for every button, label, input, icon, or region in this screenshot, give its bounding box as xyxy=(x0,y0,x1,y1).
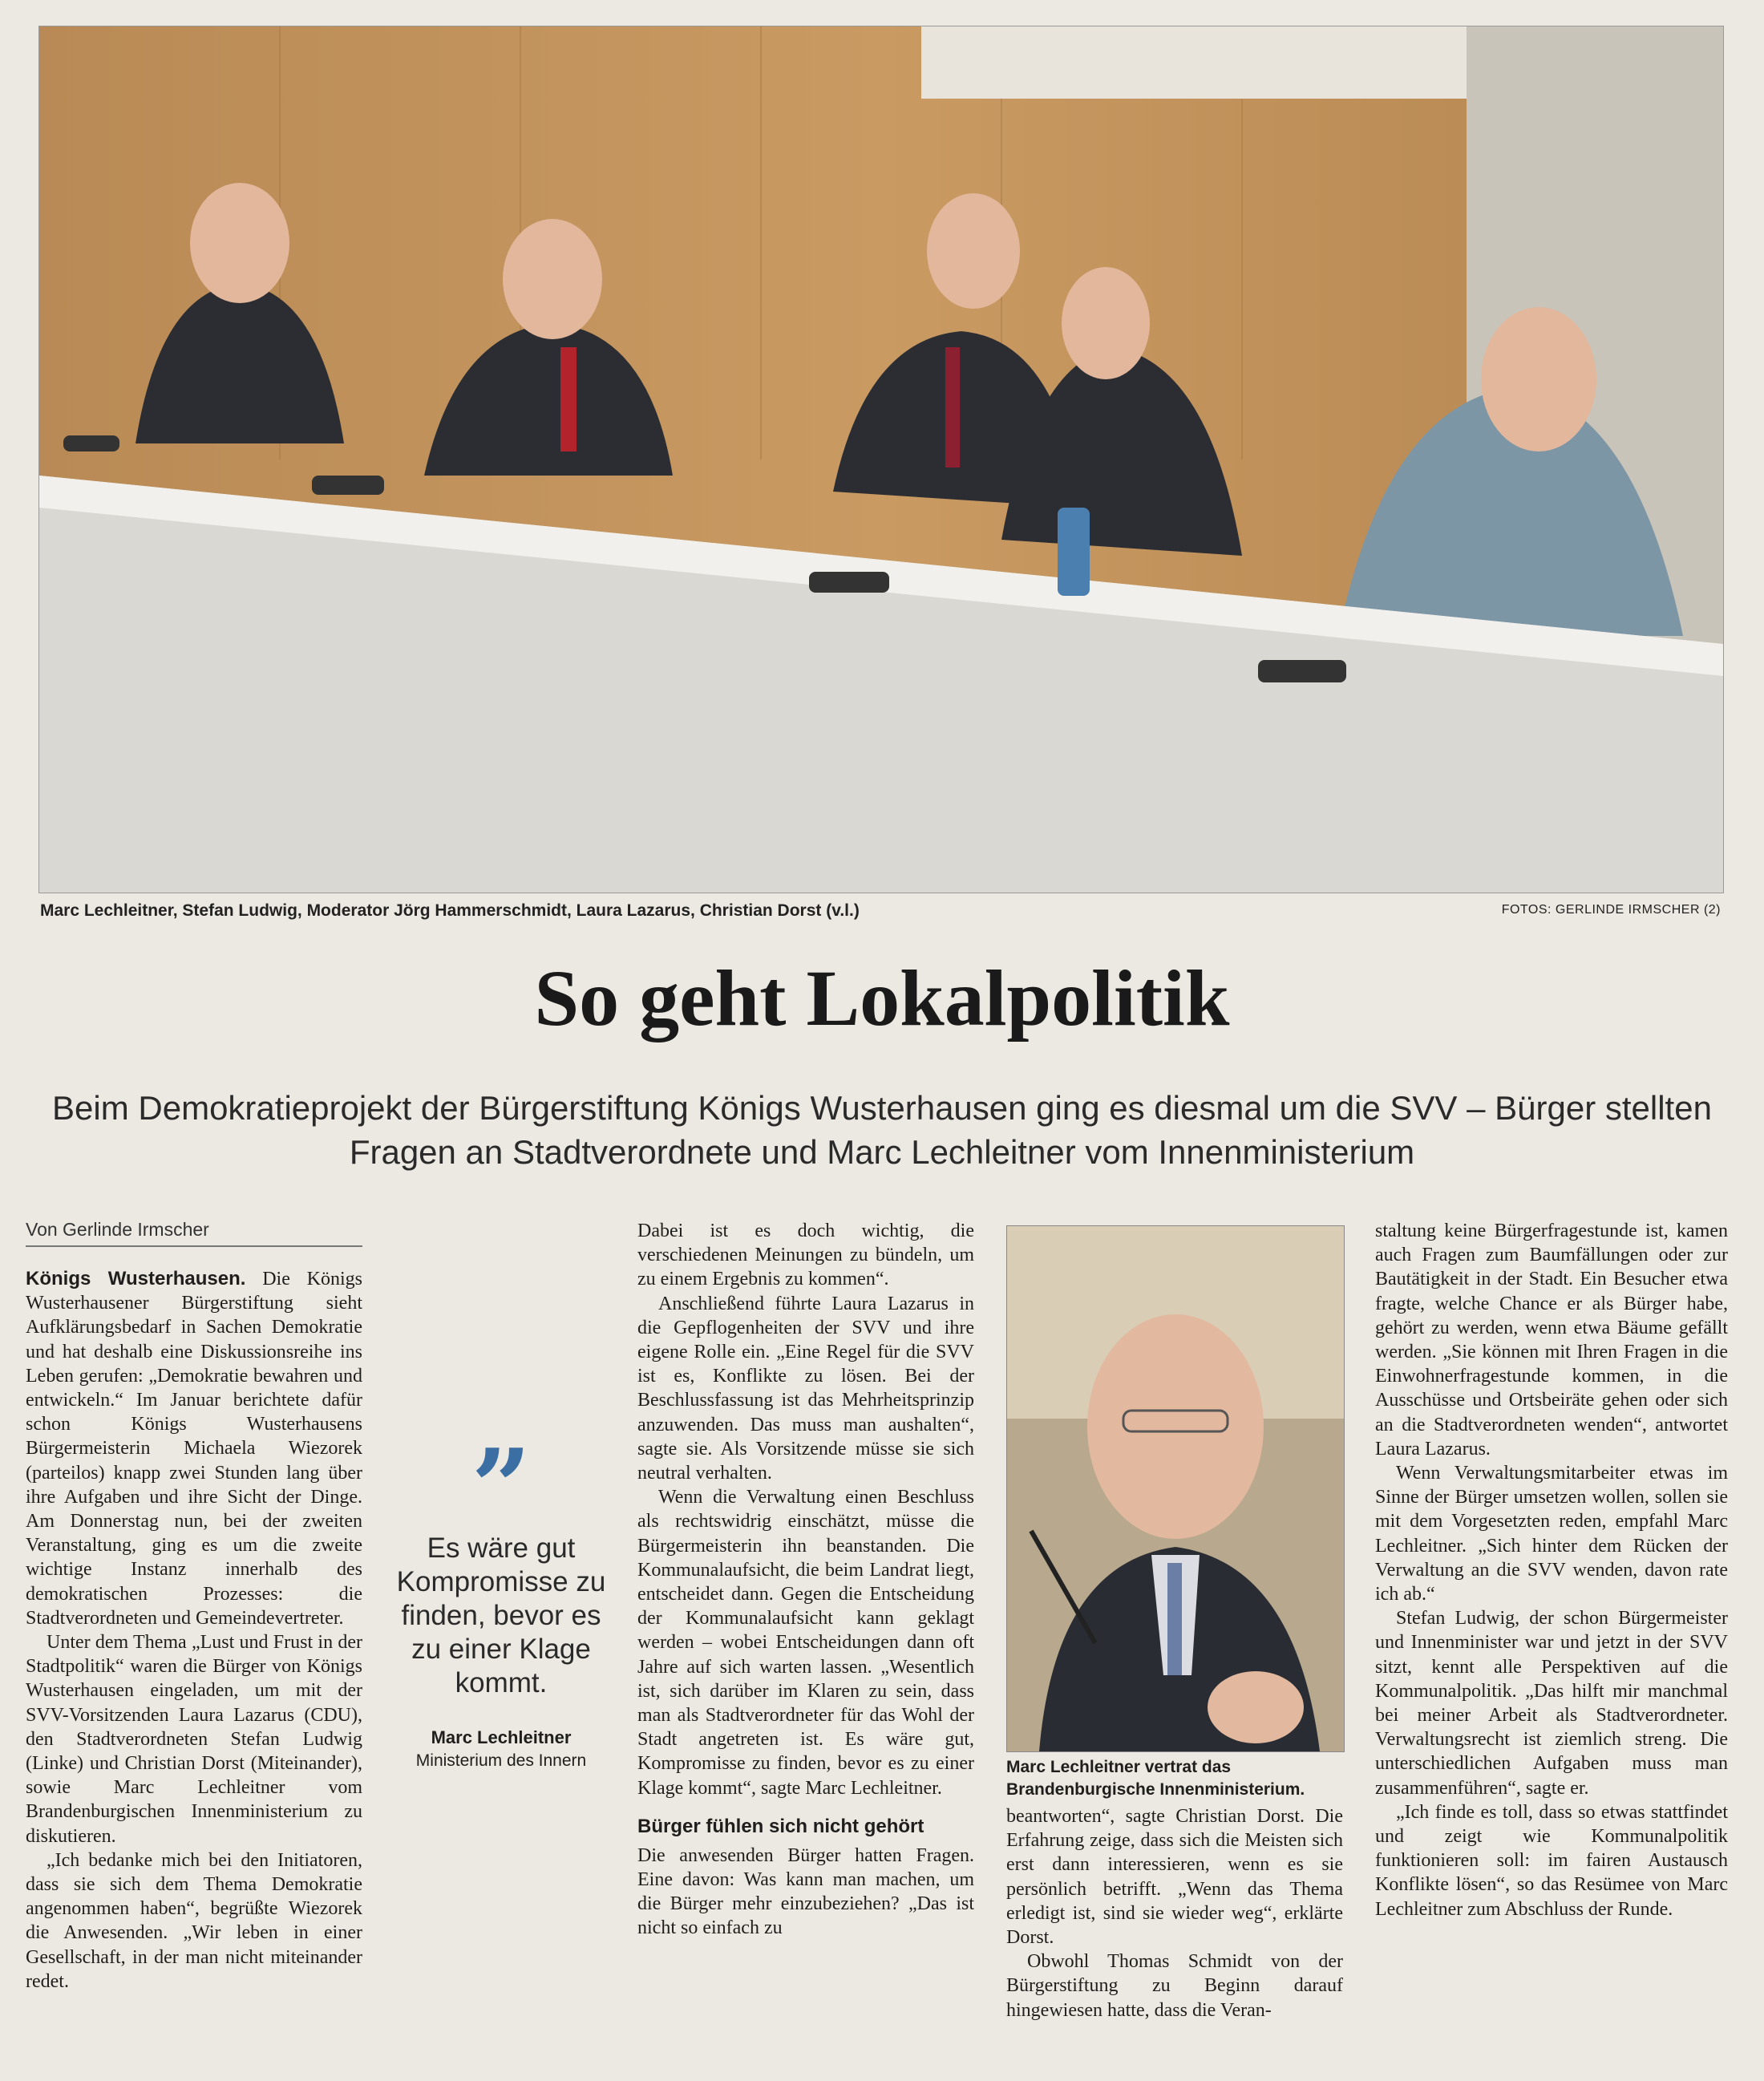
portrait-photo-illustration xyxy=(1007,1226,1344,1751)
paragraph: Wenn Verwaltungsmitarbeiter etwas im Sinne der Bürger umsetzen wollen, sollen sie mit dem Vorgesetzten reden, empfahl Marc Lechleitner. „Sich hinter dem Rücken der Verwaltung an die SVV wenden, davon rate ich ab.“ xyxy=(1375,1463,1728,1605)
dateline: Königs Wusterhausen. xyxy=(26,1268,246,1289)
paragraph: Obwohl Thomas Schmidt von der Bürgerstiftung zu Beginn darauf hingewiesen hatte, dass die Veran- xyxy=(1006,1951,1343,2021)
article-subhead: Beim Demokratieprojekt der Bürgerstiftung Königs Wusterhausen ging es diesmal um die SVV – Bürger stellten Fragen an Stadtverordnete und Marc Lechleitner vom Innenministerium xyxy=(52,1089,1712,1171)
photo-credit: FOTOS: GERLINDE IRMSCHER (2) xyxy=(1501,903,1721,917)
panel-photo-illustration xyxy=(39,26,1723,893)
photo-caption xyxy=(40,898,1724,924)
section-subheading: Bürger fühlen sich nicht gehört xyxy=(637,1815,924,1837)
paragraph: Anschließend führte Laura Lazarus in die Gepflogenheiten der SVV und ihre eigene Rolle ein. „Eine Regel für die SVV ist es, Konflikte zu lösen. Bei der Beschlussfassung ist das Mehrheitsprinzip anzuwenden. Das muss man aushalten“, sagte sie. Als Vorsitzende müsse sie sich neutral verhalten. xyxy=(637,1293,974,1484)
paragraph xyxy=(26,1267,362,1630)
portrait-photo xyxy=(1006,1225,1345,1752)
paragraph-text: Die Königs Wusterhausener Bürgerstiftung sieht Aufklärungsbedarf in Sachen Demokratie und hat deshalb eine Diskussionsreihe ins Leben gerufen: „Demokratie bewahren und entwickeln.“ Im Januar berichtete dafür schon Königs Wusterhausens Bürgermeisterin Michaela Wiezorek (parteilos) knapp zwei Stunden lang über ihre Aufgaben und ihre Sicht der Dinge. Am Donnerstag nun, bei der zweiten Veranstaltung, ging es um die zweite wichtige Instanz innerhalb des demokratischen Prozesses: die Stadtverordneten und Gemeindevertreter. xyxy=(26,1269,363,1629)
portrait-caption: Marc Lechleitner vertrat das Brandenburgische Innenministerium. xyxy=(1006,1758,1305,1799)
photo-caption-text: Marc Lechleitner, Stefan Ludwig, Moderator Jörg Hammerschmidt, Laura Lazarus, Christian Dorst (v.l.) xyxy=(40,901,860,920)
quote-text: Es wäre gut Kompromisse zu finden, bevor es zu einer Klage kommt. xyxy=(396,1532,606,1698)
article-column-3 xyxy=(1006,1804,1343,2022)
quote-author: Marc Lechleitner xyxy=(431,1727,572,1747)
paragraph: Dabei ist es doch wichtig, die verschiedenen Meinungen zu bündeln, um zu einem Ergebnis zu kommen“. xyxy=(637,1221,974,1290)
quote-role: Ministerium des Innern xyxy=(415,1751,587,1770)
article-column-2 xyxy=(637,1219,974,1941)
article-column-4 xyxy=(1375,1219,1728,1921)
paragraph: Wenn die Verwaltung einen Beschluss als rechtswidrig einschätzt, müsse die Bürgermeisterin ihn beanstanden. Die Kommunalaufsicht, die beim Landrat liegt, entscheidet dann. Gegen die Entscheidung der Kommunalaufsicht kann geklagt werden – wobei Entscheidungen dann oft Jahre auf sich warten lassen. „Wesentlich ist, sich darüber im Klaren zu sein, dass man als Stadtverordneter für das Wohl der Stadt angetreten ist. Es wäre gut, Kompromisse zu finden, bevor es zu einer Klage kommt“, sagte Marc Lechleitner. xyxy=(637,1487,974,1799)
paragraph: beantworten“, sagte Christian Dorst. Die Erfahrung zeige, dass sich die Meisten sich erst dann interessieren, wenn es sie persönlich betrifft. „Wenn das Thema erledigt ist, sind sie wieder weg“, erklärte Dorst. xyxy=(1006,1806,1343,1949)
paragraph: staltung keine Bürgerfragestunde ist, kamen auch Fragen zum Baumfällungen oder zur Bautätigkeit in der Stadt. Ein Besucher etwa fragte, welche Chance er als Bürger habe, gehört zu werden, wenn etwa Bäume gefällt werden. „Sie können mit Ihren Fragen in die Einwohnerfragestunde kommen, in die Ausschüsse und Ortsbeiräte gehen oder sich an die Stadtverordneten wenden“, antwortet Laura Lazarus. xyxy=(1375,1221,1728,1460)
paragraph: Die anwesenden Bürger hatten Fragen. Eine davon: Was kann man machen, um die Bürger mehr einzubeziehen? „Das ist nicht so einfach zu xyxy=(637,1844,974,1939)
paragraph: „Ich bedanke mich bei den Initiatoren, dass sie sich dem Thema Demokratie angenommen haben“, begrüßte Wiezorek die Anwesenden. „Wir leben in einer Gesellschaft, in der man nicht miteinander redet. xyxy=(26,1849,362,1992)
paragraph: Stefan Ludwig, der schon Bürgermeister und Innenminister war und jetzt in der SVV sitzt, kennt alle Perspektiven auf die Kommunalpolitik. „Das hilft mir manchmal bei meiner Arbeit als Stadtverordneter. Verwaltungsrecht ist ziemlich streng. Die unterschiedlichen Aufgaben muss man zusammenführen“, sagte er. xyxy=(1375,1608,1728,1799)
byline: Von Gerlinde Irmscher xyxy=(26,1219,362,1247)
pull-quote xyxy=(385,1426,617,1771)
paragraph: „Ich finde es toll, dass so etwas stattfindet und zeigt wie Kommunalpolitik funktionieren soll: im fairen Austausch Konflikte lösen“, so das Resümee von Marc Lechleitner zum Abschluss der Runde. xyxy=(1375,1801,1728,1920)
paragraph: Unter dem Thema „Lust und Frust in der Stadtpolitik“ waren die Bürger von Königs Wusterhausen eingeladen, um mit der SVV-Vorsitzenden Laura Lazarus (CDU), den Stadtverordneten Stefan Ludwig (Linke) und Christian Dorst (Miteinander), sowie Marc Lechleitner vom Brandenburgischen Innenministerium zu diskutieren. xyxy=(26,1632,362,1847)
quote-mark-icon: ” xyxy=(471,1426,532,1549)
panel-photo xyxy=(38,26,1724,893)
article-headline: So geht Lokalpolitik xyxy=(534,953,1230,1043)
article-column-1 xyxy=(26,1267,362,1994)
